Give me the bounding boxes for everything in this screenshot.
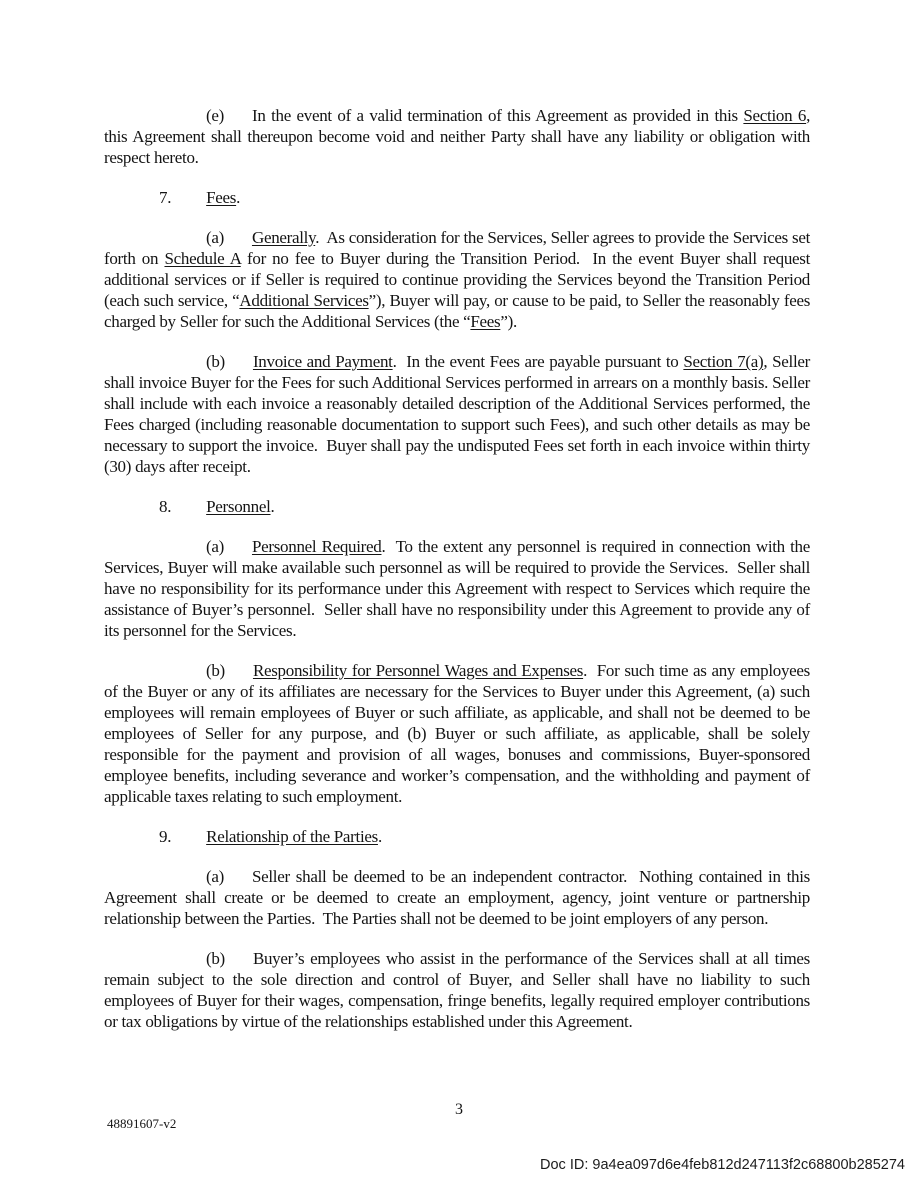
paragraph-letter: (b) [206, 352, 225, 371]
section-number: 9. [159, 827, 172, 846]
underlined-text: Relationship of the Parties [206, 827, 378, 846]
underlined-text: Schedule A [164, 249, 241, 268]
paragraph-9b [104, 948, 810, 1032]
paragraph-letter: (b) [206, 949, 225, 968]
section-9-heading [104, 826, 810, 847]
text-run: . [377, 827, 382, 846]
underlined-text: Invoice and Payment [252, 352, 393, 371]
text-run: In the event of a valid termination of this Agreement as provided in this [251, 106, 744, 125]
paragraph-9a [104, 866, 810, 929]
text-run: . For such time as any employees of the Buyer or any of its affiliates are necessary for the Services to Buyer under this Agreement, (a) such employees will remain employees of Buyer or such affiliate, as applicable, and shall not be deemed to be employees of Seller for any purpose, and (b) Buyer or such affiliate, as applicable, shall be solely responsible for the payment and provision of all wages, bonuses and commissions, Buyer-sponsored employee benefits, including severance and worker’s compensation, and the withholding and payment of applicable taxes relating to such employment. [104, 661, 810, 806]
text-run: Buyer’s employees who assist in the performance of the Services shall at all times remain subject to the sole direction and control of Buyer, and Seller shall have no liability to such employees of Buyer for their wages, compensation, fringe benefits, legally required employer contributions or tax obligations by virtue of the relationships established under this Agreement. [104, 949, 810, 1031]
text-run: . [236, 188, 241, 207]
section-number: 8. [159, 497, 172, 516]
text-run: , this Agreement shall thereupon become void and neither Party shall have any liability or obligation with respect hereto. [104, 106, 811, 167]
underlined-text: Fees [470, 312, 501, 331]
text-run: ”), Buyer will pay, or cause to be paid, to Seller the reasonably fees charged by Seller for such the Additional Services (the “ [104, 291, 811, 331]
underlined-text: Fees [206, 188, 237, 207]
text-run: Seller shall be deemed to be an independent contractor. Nothing contained in this Agreement shall create or be deemed to create an employment, agency, joint venture or partnership relationship between the Parties. The Parties shall not be deemed to be joint employers of any person. [104, 867, 810, 928]
page-number: 3 [455, 1101, 463, 1118]
paragraph-7b [104, 351, 810, 477]
paragraph-letter: (a) [206, 228, 224, 247]
section-number: 7. [159, 188, 172, 207]
paragraph-letter: (b) [206, 661, 225, 680]
paragraph-8a [104, 536, 810, 641]
text-run: ”). [500, 312, 517, 331]
underlined-text: Section 6 [743, 106, 807, 125]
underlined-text: Additional Services [239, 291, 369, 310]
underlined-text: Personnel Required [251, 537, 382, 556]
text-run: . To the extent any personnel is required in connection with the Services, Buyer will make available such personnel as will be required to provide the Services. Seller shall have no responsibility for its performance under this Agreement with respect to Services which require the assistance of Buyer’s personnel. Seller shall have no responsibility under this Agreement to provide any of its personnel for the Services. [104, 537, 810, 640]
paragraph-7a [104, 227, 810, 332]
text-run: . [270, 497, 275, 516]
section-7-heading [104, 187, 810, 208]
text-run: . In the event Fees are payable pursuant to [392, 352, 684, 371]
doc-id-stamp: Doc ID: 9a4ea097d6e4feb812d247113f2c68800b285274 [540, 1157, 905, 1173]
document-version-number: 48891607-v2 [107, 1116, 177, 1131]
document-body [104, 105, 810, 1051]
paragraph-8b [104, 660, 810, 807]
underlined-text: Section 7(a) [683, 352, 764, 371]
text-run: . As consideration for the Services, Seller agrees to provide the Services set forth on [104, 228, 810, 268]
paragraph-6e [104, 105, 810, 168]
paragraph-letter: (e) [206, 106, 224, 125]
text-run: for no fee to Buyer during the Transition Period. In the event Buyer shall request additional services or if Seller is required to continue providing the Services beyond the Transition Period (each such service, “ [104, 249, 811, 310]
underlined-text: Generally [251, 228, 316, 247]
paragraph-letter: (a) [206, 867, 224, 886]
underlined-text: Responsibility for Personnel Wages and Expenses [252, 661, 584, 680]
underlined-text: Personnel [206, 497, 271, 516]
text-run: , Seller shall invoice Buyer for the Fees for such Additional Services performed in arrears on a monthly basis. Seller shall include with each invoice a reasonably detailed description of the Additional Services performed, the Fees charged (including reasonable documentation to support such Fees), and such other details as may be necessary to support the invoice. Buyer shall pay the undisputed Fees set forth in each invoice within thirty (30) days after receipt. [104, 352, 810, 476]
section-8-heading [104, 496, 810, 517]
paragraph-letter: (a) [206, 537, 224, 556]
